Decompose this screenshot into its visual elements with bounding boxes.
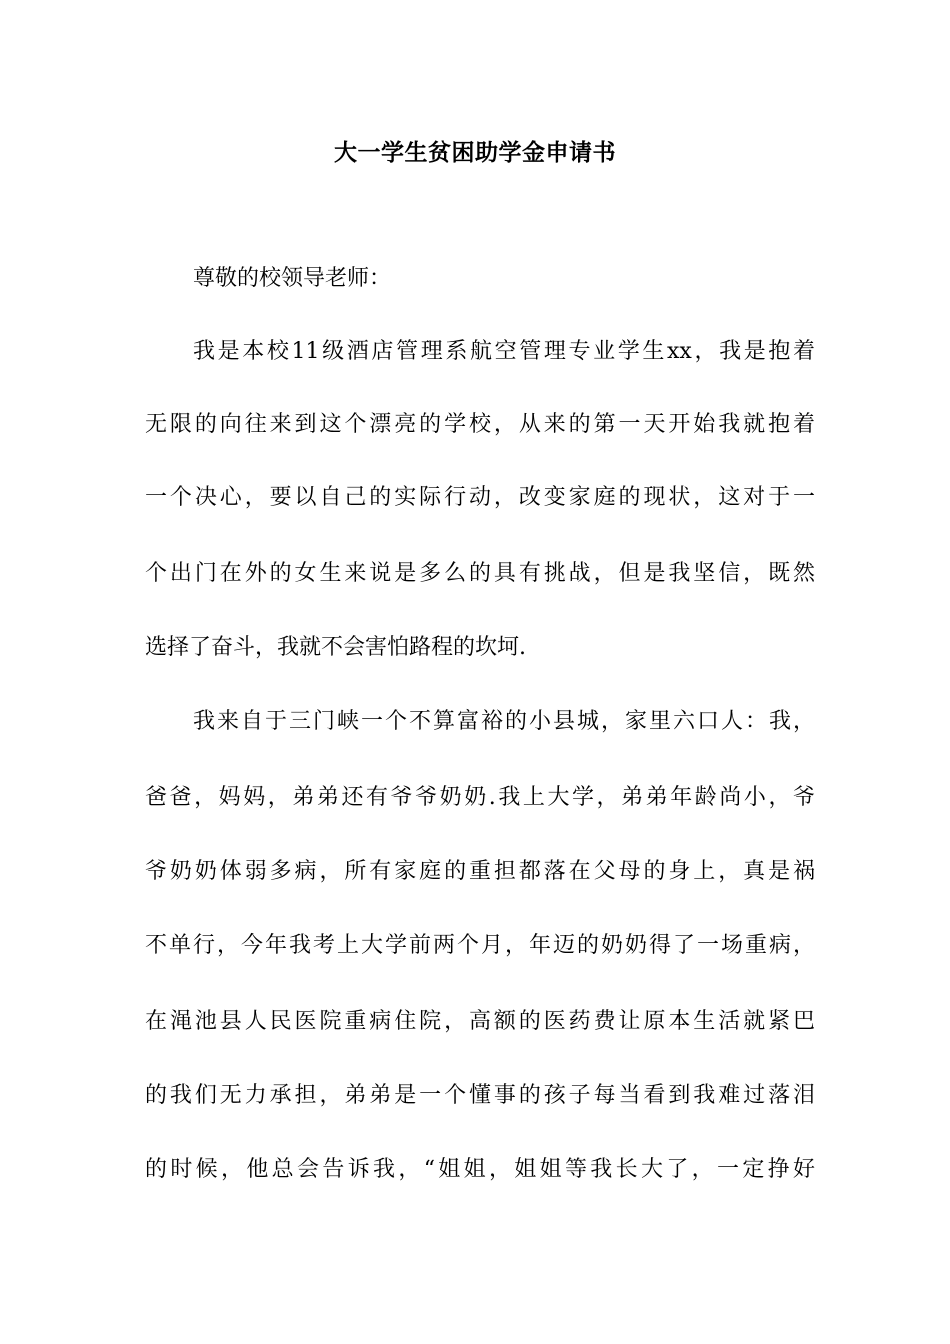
- paragraph-line: 爷奶奶体弱多病，所有家庭的重担都落在父母的身上，真是祸: [145, 859, 815, 884]
- paragraph-line: 不单行，今年我考上大学前两个月，年迈的奶奶得了一场重病，: [145, 933, 815, 958]
- paragraph-line: 无限的向往来到这个漂亮的学校，从来的第一天开始我就抱着: [145, 412, 815, 437]
- paragraph-line: 一个决心，要以自己的实际行动，改变家庭的现状，这对于一: [145, 485, 815, 510]
- paragraph-line: 的我们无力承担，弟弟是一个懂事的孩子每当看到我难过落泪: [145, 1083, 815, 1108]
- paragraph-line: 的时候，他总会告诉我，“姐姐，姐姐等我长大了，一定挣好: [145, 1157, 815, 1182]
- paragraph-line: 爸爸，妈妈，弟弟还有爷爷奶奶.我上大学，弟弟年龄尚小，爷: [145, 785, 815, 810]
- salutation: 尊敬的校领导老师：: [193, 266, 392, 291]
- paragraph-line: 在渑池县人民医院重病住院，高额的医药费让原本生活就紧巴: [145, 1009, 815, 1034]
- paragraph-line: 选择了奋斗，我就不会害怕路程的坎坷.: [145, 635, 526, 660]
- paragraph-line: 我来自于三门峡一个不算富裕的小县城，家里六口人：我，: [193, 709, 815, 734]
- paragraph-line: 我是本校11级酒店管理系航空管理专业学生xx，我是抱着: [193, 339, 815, 364]
- paragraph-line: 个出门在外的女生来说是多么的具有挑战，但是我坚信，既然: [145, 561, 815, 586]
- document-title: 大一学生贫困助学金申请书: [334, 139, 616, 166]
